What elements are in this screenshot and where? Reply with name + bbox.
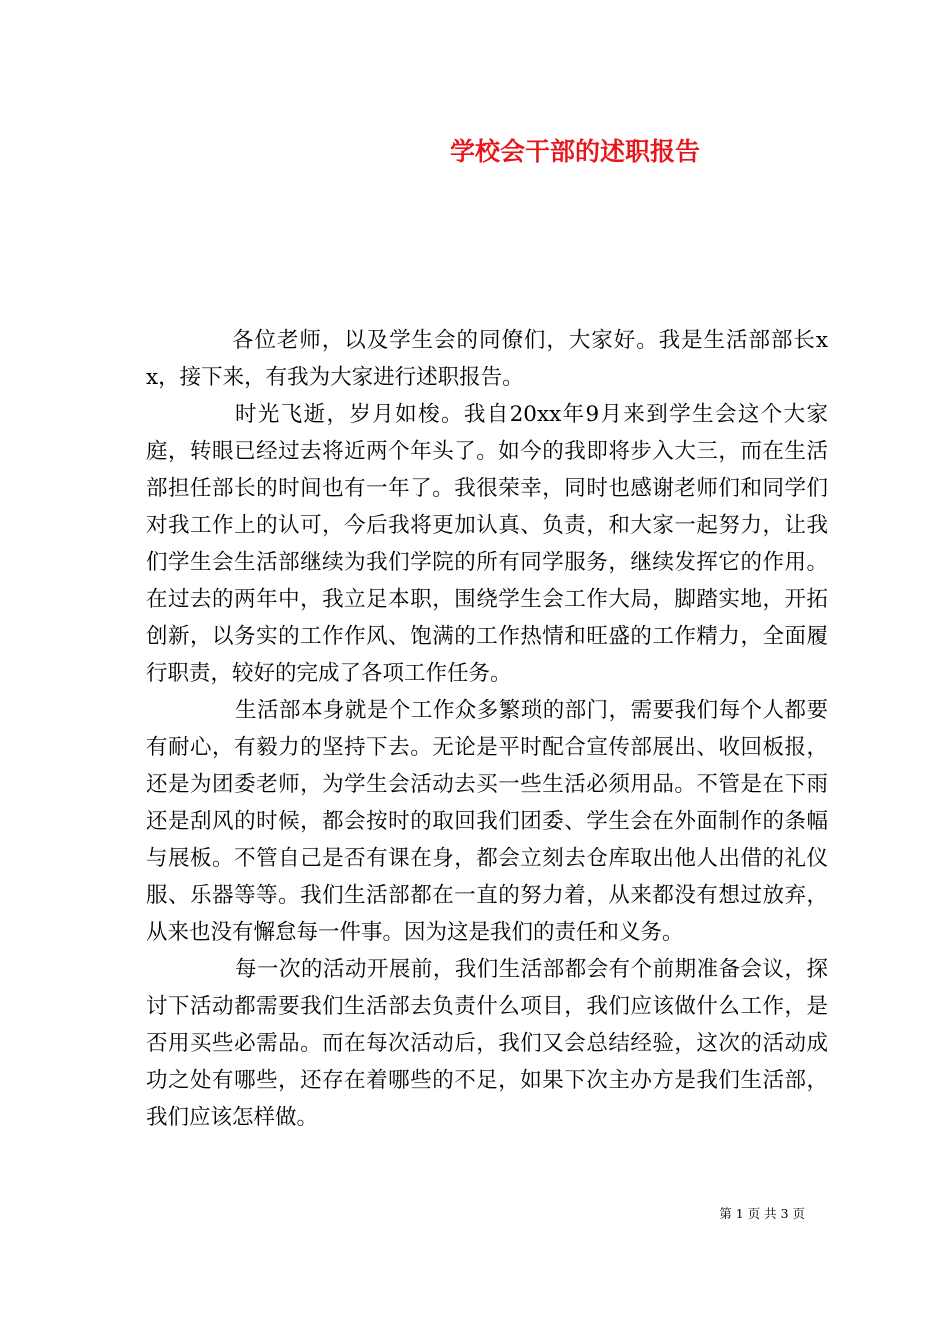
page-footer <box>0 1204 805 1222</box>
paragraph: 各位老师，以及学生会的同僚们，大家好。我是生活部部长xx，接下来，有我为大家进行述职报告。 <box>146 328 828 390</box>
paragraph: 生活部本身就是个工作众多繁琐的部门，需要我们每个人都要有耐心，有毅力的坚持下去。无论是平时配合宣传部展出、收回板报，还是为团委老师，为学生会活动去买一些生活必须用品。不管是在下雨还是刮风的时候，都会按时的取回我们团委、学生会在外面制作的条幅与展板。不管自己是否有课在身，都会立刻去仓库取出他人出借的礼仪服、乐器等等。我们生活部都在一直的努力着，从来都没有想过放弃，从来也没有懈怠每一件事。因为这是我们的责任和义务。 <box>146 698 828 945</box>
document-title: 学校会干部的述职报告 <box>449 137 700 166</box>
paragraph: 每一次的活动开展前，我们生活部都会有个前期准备会议，探讨下活动都需要我们生活部去负责什么项目，我们应该做什么工作，是否用买些必需品。而在每次活动后，我们又会总结经验，这次的活动成功之处有哪些，还存在着哪些的不足，如果下次主办方是我们生活部，我们应该怎样做。 <box>146 957 828 1130</box>
document-body <box>146 322 828 1136</box>
page-number: 第 1 页 共 3 页 <box>719 1206 805 1221</box>
paragraph: 时光飞逝，岁月如梭。我自20xx年9月来到学生会这个大家庭，转眼已经过去将近两个年头了。如今的我即将步入大三，而在生活部担任部长的时间也有一年了。我很荣幸，同时也感谢老师们和同学们对我工作上的认可，今后我将更加认真、负责，和大家一起努力，让我们学生会生活部继续为我们学院的所有同学服务，继续发挥它的作用。在过去的两年中，我立足本职，围绕学生会工作大局，脚踏实地，开拓创新，以务实的工作作风、饱满的工作热情和旺盛的工作精力，全面履行职责，较好的完成了各项工作任务。 <box>146 402 828 686</box>
